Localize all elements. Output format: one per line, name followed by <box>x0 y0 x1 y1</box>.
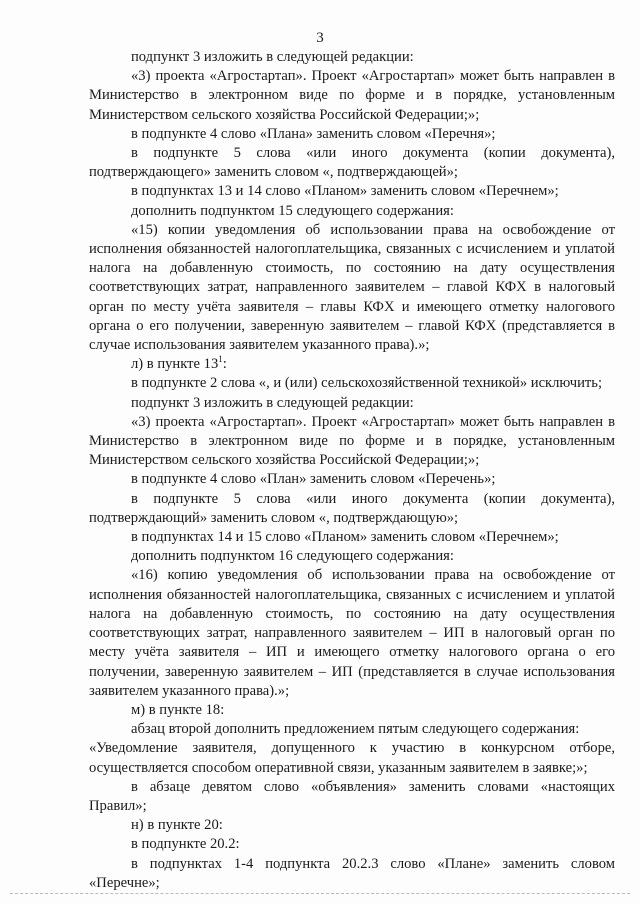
paragraph-text: «3) проекта «Агростартап». Проект «Агростартап» может быть направлен в Министерство в электронном виде по форме и в порядке, установленным Министерством сельского хозяйства Российской Федерации;»; <box>89 68 615 123</box>
paragraph-text: «16) копию уведомления об использовании права на освобождение от исполнения обязанностей налогоплательщика, связанных с исчислением и уплатой налога на добавленную стоимость, по состоянию на дату осуществления соответствующих затрат, направленного заявителем – ИП в налоговый орган по месту учёта заявителя – ИП и имеющего отметку налогового органа о его получении, заверенную заявителем – ИП (представляется в случае использования заявителем указанного права).»; <box>89 567 615 699</box>
paragraph-text: в подпункте 20.2: <box>131 836 240 853</box>
paragraph <box>89 739 615 777</box>
paragraph-text: абзац второй дополнить предложением пятым следующего содержания: <box>131 721 580 738</box>
paragraph-text: в подпункте 5 слова «или иного документа (копии документа), подтверждающего» заменить словом «, подтверждающей»; <box>89 145 615 181</box>
paragraph <box>89 355 615 374</box>
paragraph-text: подпункт 3 изложить в следующей редакции: <box>131 394 414 411</box>
paragraph <box>89 182 615 201</box>
paragraph <box>89 778 615 816</box>
paragraph-text: в подпункте 4 слово «План» заменить словом «Перечень»; <box>131 471 496 488</box>
bottom-rule <box>10 893 630 894</box>
paragraph <box>89 490 615 528</box>
paragraph <box>89 374 615 393</box>
paragraph-text-tail: : <box>222 356 227 373</box>
paragraph-text: в подпункте 5 слова «или иного документа (копии документа), подтверждающий» заменить словом «, подтверждающую»; <box>89 490 615 526</box>
paragraph <box>89 566 615 700</box>
paragraph-text: в подпункте 4 слово «Плана» заменить словом «Перечня»; <box>131 125 496 142</box>
paragraph <box>89 48 615 67</box>
superscript: 1 <box>218 354 223 365</box>
paragraph <box>89 855 615 893</box>
paragraph-text: л) в пункте 13 <box>131 356 219 373</box>
paragraph <box>89 528 615 547</box>
paragraph <box>89 816 615 835</box>
paragraph <box>89 144 615 182</box>
paragraph-text: дополнить подпунктом 15 следующего содержания: <box>131 202 454 219</box>
paragraph <box>89 720 615 739</box>
paragraph-text: в подпунктах 14 и 15 слово «Планом» заменить словом «Перечнем»; <box>131 529 559 546</box>
paragraph-text: н) в пункте 20: <box>131 817 223 834</box>
document-body <box>89 48 615 893</box>
paragraph-text: в подпункте 2 слова «, и (или) сельскохозяйственной техникой» исключить; <box>131 375 603 392</box>
page-number: 3 <box>316 30 324 46</box>
paragraph-text: «Уведомление заявителя, допущенного к участию в конкурсном отборе, осуществляется способом оперативной связи, указанным заявителем в заявке;»; <box>89 740 615 776</box>
paragraph-text: в подпунктах 1-4 подпункта 20.2.3 слово «Плане» заменить словом «Перечне»; <box>89 855 615 891</box>
paragraph-text: в абзаце девятом слово «объявления» заменить словами «настоящих Правил»; <box>89 778 615 814</box>
paragraph <box>89 221 615 355</box>
paragraph-text: подпункт 3 изложить в следующей редакции: <box>131 49 414 65</box>
paragraph <box>89 413 615 471</box>
paragraph-text: «3) проекта «Агростартап». Проект «Агростартап» может быть направлен в Министерство в электронном виде по форме и в порядке, установленным Министерством сельского хозяйства Российской Федерации;»; <box>89 413 615 469</box>
paragraph <box>89 125 615 144</box>
paragraph-text: м) в пункте 18: <box>131 701 225 718</box>
paragraph <box>89 394 615 413</box>
paragraph-text: в подпунктах 13 и 14 слово «Планом» заменить словом «Перечнем»; <box>131 183 559 200</box>
paragraph <box>89 67 615 125</box>
paragraph <box>89 202 615 221</box>
paragraph-text: дополнить подпунктом 16 следующего содержания: <box>131 548 454 565</box>
paragraph <box>89 470 615 489</box>
paragraph-text: «15) копии уведомления об использовании права на освобождение от исполнения обязанностей налогоплательщика, связанных с исчислением и уплатой налога на добавленную стоимость, по состоянию на дату осуществления соответствующих затрат, направленного заявителем – главой КФХ в налоговый орган по месту учёта заявителя – главы КФХ и имеющего отметку налогового органа о его получении, заверенную заявителем – главой КФХ (представляется в случае использования заявителем указанного права).»; <box>89 221 615 354</box>
paragraph <box>89 835 615 854</box>
paragraph <box>89 547 615 566</box>
paragraph <box>89 701 615 720</box>
